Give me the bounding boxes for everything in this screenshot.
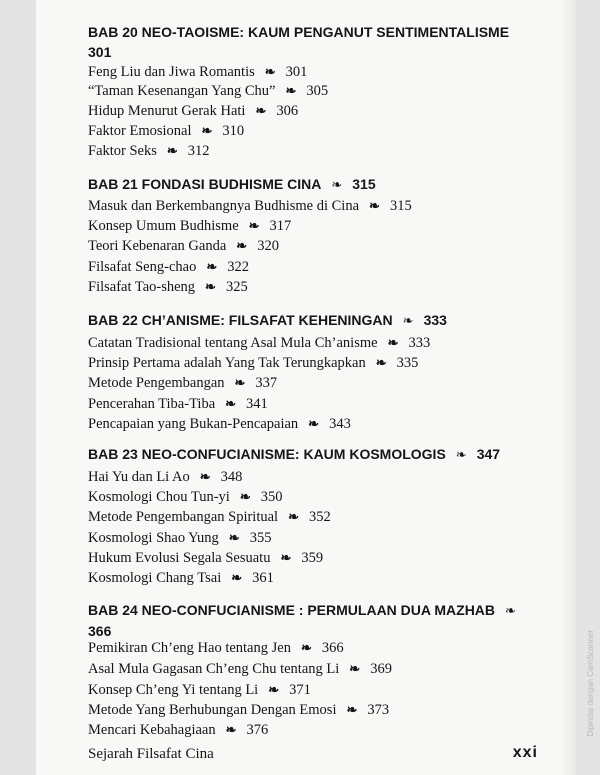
entry-title: Hukum Evolusi Segala Sesuatu [88, 550, 271, 566]
entry-page: 335 [396, 355, 419, 371]
entry-page: 322 [227, 259, 249, 275]
entry-title: Kosmologi Chou Tun-yi [88, 489, 230, 505]
fleuron-icon: ❧ [231, 570, 243, 585]
toc-entry [88, 237, 279, 255]
entry-title: Konsep Umum Budhisme [88, 218, 239, 234]
chapter-title: BAB 21 FONDASI BUDHISME CINA [88, 176, 322, 192]
fleuron-icon: ❧ [225, 396, 237, 411]
toc-entry [88, 681, 311, 699]
toc-entry [88, 639, 344, 657]
entry-title: Feng Liu dan Jiwa Romantis [88, 64, 255, 80]
toc-entry [88, 63, 307, 81]
fleuron-icon: ❧ [331, 177, 343, 192]
entry-page: 337 [255, 375, 278, 391]
fleuron-icon: ❧ [199, 469, 211, 484]
fleuron-icon: ❧ [264, 64, 276, 79]
fleuron-icon: ❧ [255, 103, 267, 118]
fleuron-icon: ❧ [375, 355, 387, 370]
fleuron-icon: ❧ [239, 489, 251, 504]
entry-page: 333 [408, 335, 431, 351]
fleuron-icon: ❧ [285, 83, 297, 98]
chapter-page: 366 [88, 623, 112, 639]
toc-entry [88, 217, 291, 235]
chapter-title: BAB 24 NEO-CONFUCIANISME : PERMULAAN DUA MAZHAB [88, 602, 496, 618]
toc-entry [88, 529, 271, 547]
fleuron-icon: ❧ [402, 313, 414, 328]
entry-page: 376 [246, 722, 269, 738]
entry-page: 305 [306, 83, 329, 99]
fleuron-icon: ❧ [288, 509, 299, 524]
toc-entry [88, 278, 248, 296]
chapter-heading [88, 310, 560, 331]
entry-page: 312 [187, 143, 210, 159]
chapter-page: 301 [88, 44, 112, 60]
entry-title: Filsafat Seng-chao [88, 259, 197, 275]
entry-title: Metode Pengembangan [88, 375, 225, 391]
toc-entry [88, 701, 389, 719]
chapter-title: BAB 20 NEO-TAOISME: KAUM PENGANUT SENTIMENTALISME [88, 24, 510, 40]
toc-entry [88, 374, 277, 392]
page-number: xxi [512, 744, 538, 761]
fleuron-icon: ❧ [228, 530, 240, 545]
fleuron-icon: ❧ [300, 640, 312, 655]
fleuron-icon: ❧ [308, 416, 320, 431]
entry-page: 341 [246, 396, 268, 412]
chapter-heading [88, 174, 560, 195]
entry-title: “Taman Kesenangan Yang Chu” [88, 83, 276, 99]
toc-entry [88, 142, 210, 160]
entry-title: Hai Yu dan Li Ao [88, 469, 190, 485]
entry-title: Metode Pengembangan Spiritual [88, 509, 279, 525]
entry-page: 352 [308, 509, 331, 525]
toc-entry [88, 508, 331, 526]
entry-title: Konsep Ch’eng Yi tentang Li [88, 682, 259, 698]
entry-title: Faktor Seks [88, 143, 157, 159]
entry-title: Pencapaian yang Bukan-Pencapaian [88, 416, 299, 432]
entry-page: 310 [222, 123, 245, 139]
entry-title: Catatan Tradisional tentang Asal Mula Ch’anisme [88, 335, 378, 351]
entry-page: 315 [389, 198, 412, 214]
toc-entry [88, 415, 351, 433]
entry-page: 371 [289, 682, 311, 698]
fleuron-icon: ❧ [349, 661, 361, 676]
chapter-heading [88, 444, 560, 465]
entry-page: 325 [225, 279, 248, 295]
entry-title: Filsafat Tao-sheng [88, 279, 196, 295]
toc-entry [88, 488, 282, 506]
toc-entry [88, 468, 242, 486]
entry-page: 366 [321, 640, 344, 656]
fleuron-icon: ❧ [346, 702, 358, 717]
chapter-page: 315 [352, 176, 376, 192]
entry-title: Mencari Kebahagiaan [88, 722, 216, 738]
toc-entry [88, 395, 268, 413]
fleuron-icon: ❧ [166, 143, 178, 158]
toc-entry [88, 660, 392, 678]
fleuron-icon: ❧ [225, 722, 237, 737]
fleuron-icon: ❧ [455, 447, 467, 462]
toc-entry [88, 197, 412, 215]
entry-page: 369 [370, 661, 392, 677]
entry-title: Kosmologi Shao Yung [88, 530, 219, 546]
entry-title: Hidup Menurut Gerak Hati [88, 103, 246, 119]
toc-entry [88, 102, 298, 120]
toc-entry [88, 569, 274, 587]
fleuron-icon: ❧ [268, 682, 280, 697]
fleuron-icon: ❧ [201, 123, 213, 138]
page-edge-shadow [560, 0, 576, 775]
entry-page: 343 [329, 416, 351, 432]
toc-entry [88, 334, 430, 352]
entry-page: 320 [257, 238, 279, 254]
fleuron-icon: ❧ [234, 375, 246, 390]
toc-entry [88, 82, 328, 100]
fleuron-icon: ❧ [205, 279, 216, 294]
entry-page: 317 [269, 218, 292, 234]
toc-entry [88, 354, 418, 372]
entry-title: Faktor Emosional [88, 123, 192, 139]
entry-title: Metode Yang Berhubungan Dengan Emosi [88, 702, 337, 718]
entry-page: 355 [249, 530, 272, 546]
entry-page: 306 [276, 103, 299, 119]
toc-entry [88, 549, 323, 567]
entry-title: Prinsip Pertama adalah Yang Tak Terungkapkan [88, 355, 366, 371]
toc-entry [88, 122, 244, 140]
fleuron-icon: ❧ [280, 550, 292, 565]
fleuron-icon: ❧ [369, 198, 380, 213]
chapter-heading [88, 600, 560, 641]
fleuron-icon: ❧ [387, 335, 399, 350]
scanner-watermark: Dipindai dengan CamScanner [586, 630, 595, 737]
entry-page: 301 [285, 64, 308, 80]
fleuron-icon: ❧ [236, 238, 248, 253]
toc-entry [88, 258, 249, 276]
entry-title: Pemikiran Ch’eng Hao tentang Jen [88, 640, 291, 656]
chapter-page: 333 [423, 312, 447, 328]
chapter-title: BAB 23 NEO-CONFUCIANISME: KAUM KOSMOLOGIS [88, 446, 446, 462]
entry-title: Masuk dan Berkembangnya Budhisme di Cina [88, 198, 360, 214]
toc-entry [88, 721, 268, 739]
running-footer-title: Sejarah Filsafat Cina [88, 746, 214, 762]
entry-page: 373 [367, 702, 390, 718]
chapter-page: 347 [476, 446, 501, 462]
entry-title: Asal Mula Gagasan Ch’eng Chu tentang Li [88, 661, 340, 677]
fleuron-icon: ❧ [248, 218, 260, 233]
entry-title: Kosmologi Chang Tsai [88, 570, 222, 586]
fleuron-icon: ❧ [505, 603, 516, 618]
chapter-title: BAB 22 CH’ANISME: FILSAFAT KEHENINGAN [88, 312, 393, 328]
entry-page: 348 [220, 469, 243, 485]
entry-page: 361 [252, 570, 274, 586]
entry-title: Pencerahan Tiba-Tiba [88, 396, 216, 412]
chapter-heading [88, 22, 560, 62]
entry-title: Teori Kebenaran Ganda [88, 238, 227, 254]
entry-page: 359 [301, 550, 324, 566]
fleuron-icon: ❧ [206, 259, 218, 274]
entry-page: 350 [260, 489, 283, 505]
